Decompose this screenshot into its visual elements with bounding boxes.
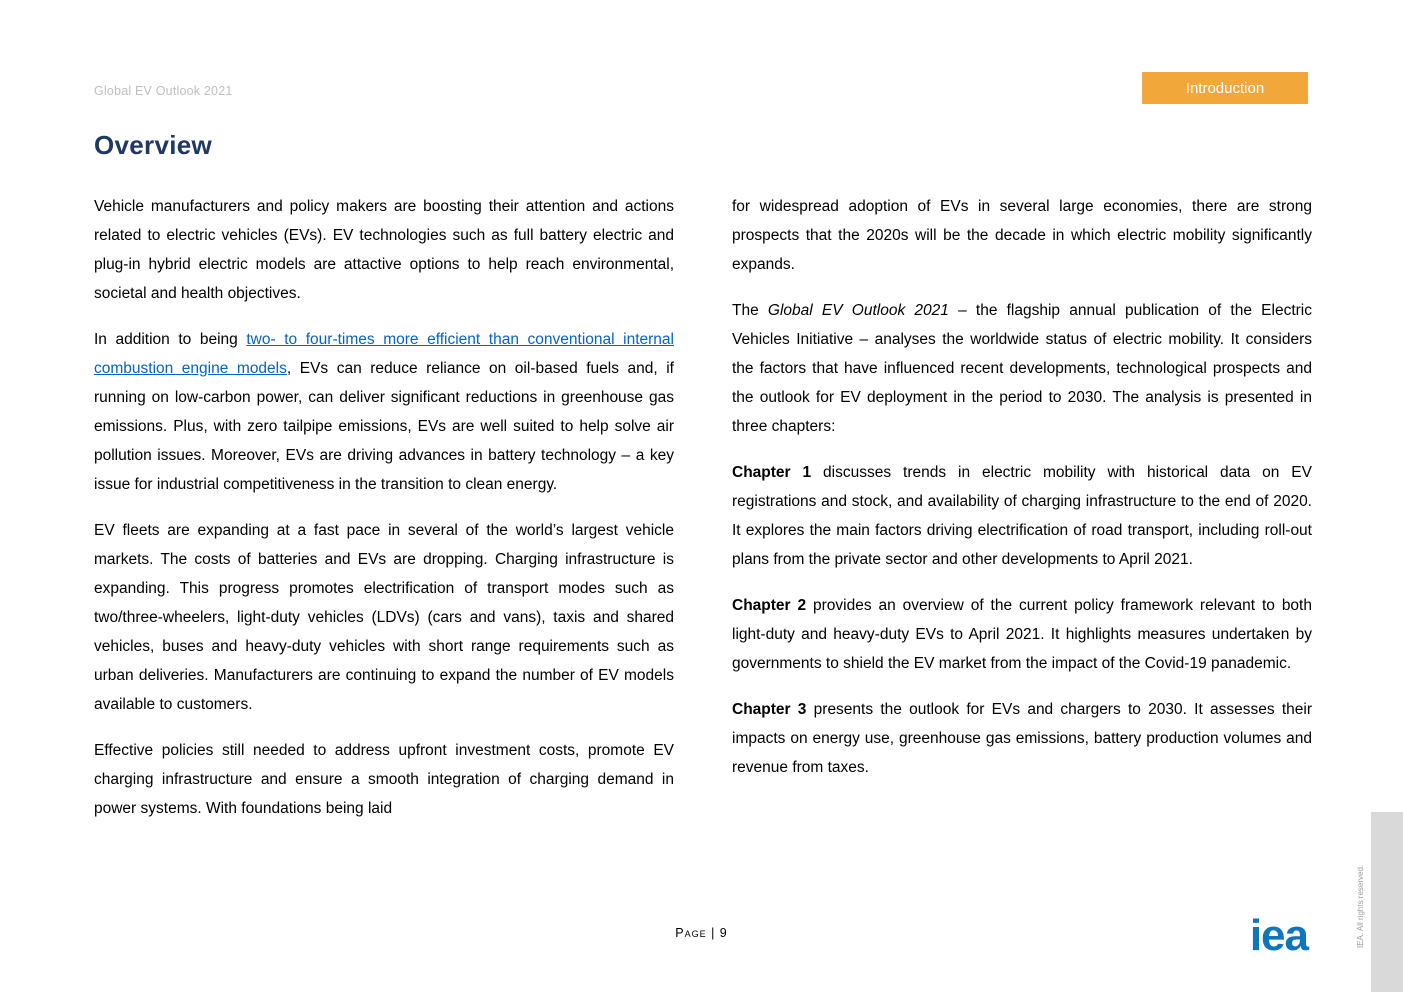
copyright-vertical-text: IEA. All rights reserved. [1356,864,1365,948]
chapter-2-text: provides an overview of the current policy framework relevant to both light-duty and heavy-duty EVs to April 2021. It highlights measures undertaken by governments to shield the EV market from the impact of the Covid-19 panademic. [732,597,1312,672]
section-badge [1142,72,1308,104]
right-column [732,192,1312,840]
paragraph-chapter-2 [732,591,1312,678]
left-column [94,192,674,840]
page-number: Page | 9 [675,926,728,940]
body-columns [94,192,1312,840]
paragraph-intro: Vehicle manufacturers and policy makers are boosting their attention and actions related to electric vehicles (EVs). EV technologies such as full battery electric and plug-in hybrid electric models are attactive options to help reach environmental, societal and health objectives. [94,198,674,302]
page-title: Overview [94,130,213,160]
paragraph-efficiency-suffix: , EVs can reduce reliance on oil-based fuels and, if running on low-carbon power, can deliver significant reductions in greenhouse gas emissions. Plus, with zero tailpipe emissions, EVs are well suited to help solve air pollution issues. Moreover, EVs are driving advances in battery technology – a key issue for industrial competitiveness in the transition to clean energy. [94,360,674,493]
chapter-3-label: Chapter 3 [732,701,807,718]
paragraph-efficiency-prefix: In addition to being [94,331,247,348]
chapter-1-label: Chapter 1 [732,464,812,481]
iea-logo: iea [1249,911,1308,960]
paragraph-publication [732,296,1312,441]
chapter-2-label: Chapter 2 [732,597,807,614]
publication-title: Global EV Outlook 2021 [767,302,949,319]
paragraph-publication-prefix: The [732,302,768,319]
document-title: Global EV Outlook 2021 [94,84,233,98]
paragraph-policies: Effective policies still needed to address upfront investment costs, promote EV charging infrastructure and ensure a smooth integration of charging demand in power systems. With foundations being laid [94,742,674,817]
paragraph-publication-suffix: – the flagship annual publication of the Electric Vehicles Initiative – analyses the worldwide status of electric mobility. It considers the factors that have influenced recent developments, technological prospects and the outlook for EV deployment in the period to 2030. The analysis is presented in three chapters: [732,302,1312,435]
section-badge-label: Introduction [1185,79,1265,97]
chapter-3-text: presents the outlook for EVs and chargers to 2030. It assesses their impacts on energy use, greenhouse gas emissions, battery production volumes and revenue from taxes. [732,701,1312,776]
paragraph-ev-fleets: EV fleets are expanding at a fast pace in several of the world’s largest vehicle markets. The costs of batteries and EVs are dropping. Charging infrastructure is expanding. This progress promotes electrification of transport modes such as two/three-wheelers, light-duty vehicles (LDVs) (cars and vans), taxis and shared vehicles, buses and heavy-duty vehicles with short range requirements such as urban deliveries. Manufacturers are continuing to expand the number of EV models available to customers. [94,522,674,713]
paragraph-chapter-1 [732,458,1312,574]
paragraph-efficiency [94,325,674,499]
paragraph-adoption: for widespread adoption of EVs in several large economies, there are strong prospects that the 2020s will be the decade in which electric mobility significantly expands. [732,198,1312,273]
efficiency-link[interactable]: two- to four-times more efficient than conventional internal combustion engine models [94,331,674,377]
chapter-1-text: discusses trends in electric mobility with historical data on EV registrations and stock, and availability of charging infrastructure to the end of 2020. It explores the main factors driving electrification of road transport, including roll-out plans from the private sector and other developments to April 2021. [732,464,1312,568]
paragraph-chapter-3 [732,695,1312,782]
side-strip [1371,812,1403,992]
